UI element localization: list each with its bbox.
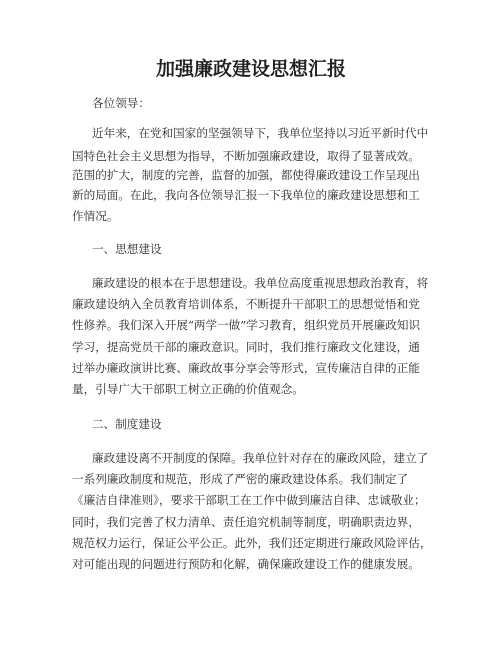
paragraph-line: 《廉洁自律准则》，要求干部职工在工作中做到廉洁自律、忠诚敬业； (72, 493, 426, 507)
paragraph-line: 过举办廉政演讲比赛、廉政故事分享会等形式，宣传廉洁自律的正能 (72, 361, 420, 375)
paragraph-line: 新的局面。在此，我向各位领导汇报一下我单位的廉政建设思想和工 (72, 188, 420, 202)
paragraph-line: 近年来，在党和国家的坚强领导下，我单位坚持以习近平新时代中 (92, 126, 429, 140)
section-heading-2: 二、制度建设 (92, 417, 162, 431)
document-title: 加强廉政建设思想汇报 (155, 58, 346, 80)
section-heading-1: 一、思想建设 (92, 242, 162, 256)
paragraph-line: 同时，我们完善了权力清单、责任追究机制等制度，明确职责边界， (72, 515, 420, 529)
paragraph-line: 性修养。我们深入开展“两学一做”学习教育，组织党员开展廉政知识 (72, 318, 421, 332)
paragraph-line: 廉政建设纳入全员教育培训体系，不断提升干部职工的思想觉悟和党 (72, 297, 420, 311)
paragraph-line: 范围的扩大，制度的完善，监督的加强，都使得廉政建设工作呈现出 (72, 168, 420, 182)
paragraph-line: 国特色社会主义思想为指导，不断加强廉政建设，取得了显著成效。 (72, 149, 420, 163)
paragraph-line: 量，引导广大干部职工树立正确的价值观念。 (72, 382, 304, 396)
paragraph-line: 一系列廉政制度和规范，形成了严密的廉政建设体系。我们制定了 (72, 472, 409, 486)
paragraph-line: 廉政建设的根本在于思想建设。我单位高度重视思想政治教育，将 (92, 276, 429, 290)
paragraph-line: 作情况。 (72, 209, 119, 223)
paragraph-line: 学习，提高党员干部的廉政意识。同时，我们推行廉政文化建设，通 (72, 340, 420, 354)
paragraph-line: 对可能出现的问题进行预防和化解，确保廉政建设工作的健康发展。 (72, 557, 420, 571)
salutation: 各位领导： (92, 96, 150, 110)
paragraph-line: 规范权力运行，保证公平公正。此外，我们还定期进行廉政风险评估， (72, 536, 432, 550)
paragraph-line: 廉政建设离不开制度的保障。我单位针对存在的廉政风险，建立了 (92, 451, 429, 465)
